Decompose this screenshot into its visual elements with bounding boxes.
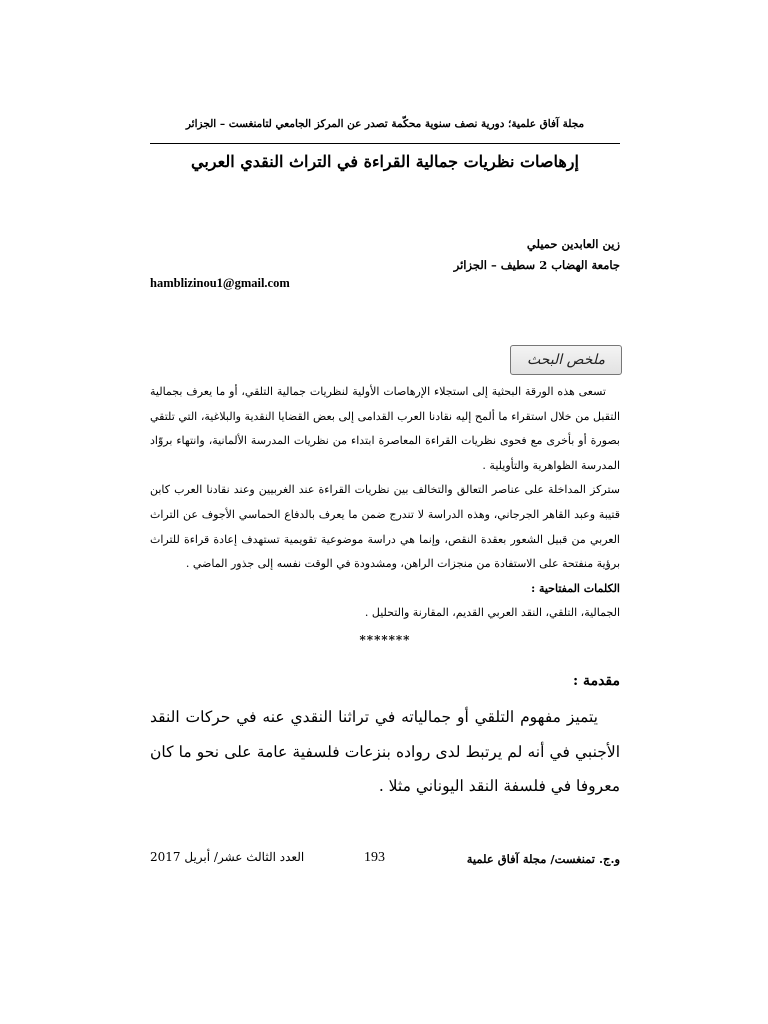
abstract-emblem: ملخص البحث <box>510 345 622 375</box>
author-name: زين العابدين حميلي <box>526 237 620 251</box>
introduction-heading: مقدمة : <box>573 673 620 689</box>
running-head: مجلة آفاق علمية؛ دورية نصف سنوية محكّمة تصدر عن المركز الجامعي لتامنغست – الجزائر <box>185 118 585 130</box>
page-number: 193 <box>364 850 385 865</box>
footer-issue: العدد الثالث عشر/ أبريل 2017 <box>150 850 305 864</box>
abstract-paragraph-1: تسعى هذه الورقة البحثية إلى استجلاء الإرهاصات الأولية لنظريات جمالية التلقي، أو ما يعرف بجمالية التقبل من خلال استقراء ما ألمح إليه نقادنا العرب القدامى إلى بعض القضايا النقدية والبلاغية، التي تلتقي بصورة أو بأخرى مع فحوى نظريات القراءة المعاصرة ابتداء من نظريات المدرسة الألمانية، وانتهاء بروّاد المدرسة الظواهرية والتأويلية . <box>150 385 620 472</box>
article-title: إرهاصات نظريات جمالية القراءة في التراث النقدي العربي <box>191 152 579 171</box>
introduction-paragraph: يتميز مفهوم التلقي أو جمالياته في تراثنا النقدي عنه في حركات النقد الأجنبي في أنه لم يرتبط لدى رواده بنزعات فلسفية عامة على نحو ما كان معروفا في فلسفة النقد اليوناني مثلا . <box>150 708 620 795</box>
page-footer <box>150 852 620 872</box>
abstract <box>150 380 620 626</box>
keywords-label: الكلمات المفتاحية : <box>531 581 620 595</box>
abstract-paragraph-2: ستركز المداخلة على عناصر التعالق والتخالف بين نظريات القراءة عند الغربيين وعند نقادنا العرب كابن قتيبة وعبد القاهر الجرجاني، وهذه الدراسة لا تندرج ضمن ما يعرف بالدفاع الحماسي الأجوف عن التراث العربي من قبيل الشعور بعقدة النقص، وإنما هي دراسة موضوعية تقويمية تستهدف إعادة قراءة للتراث برؤية منفتحة على الاستفادة من منجزات الراهن، ومشدودة في الوقت نفسه إلى جذور الماضي . <box>150 483 620 571</box>
author-block <box>150 234 620 291</box>
header-rule <box>150 143 620 144</box>
author-affiliation: جامعة الهضاب 2 سطيف – الجزائر <box>453 258 620 272</box>
author-email[interactable]: hamblizinou1@gmail.com <box>150 276 290 290</box>
keywords: الجمالية، التلقي، النقد العربي القديم، المقارنة والتحليل . <box>364 606 620 620</box>
section-separator: ******* <box>359 633 411 647</box>
footer-journal: و.ج. تمنغست/ مجلة آفاق علمية <box>466 852 620 866</box>
introduction-body <box>150 700 620 804</box>
